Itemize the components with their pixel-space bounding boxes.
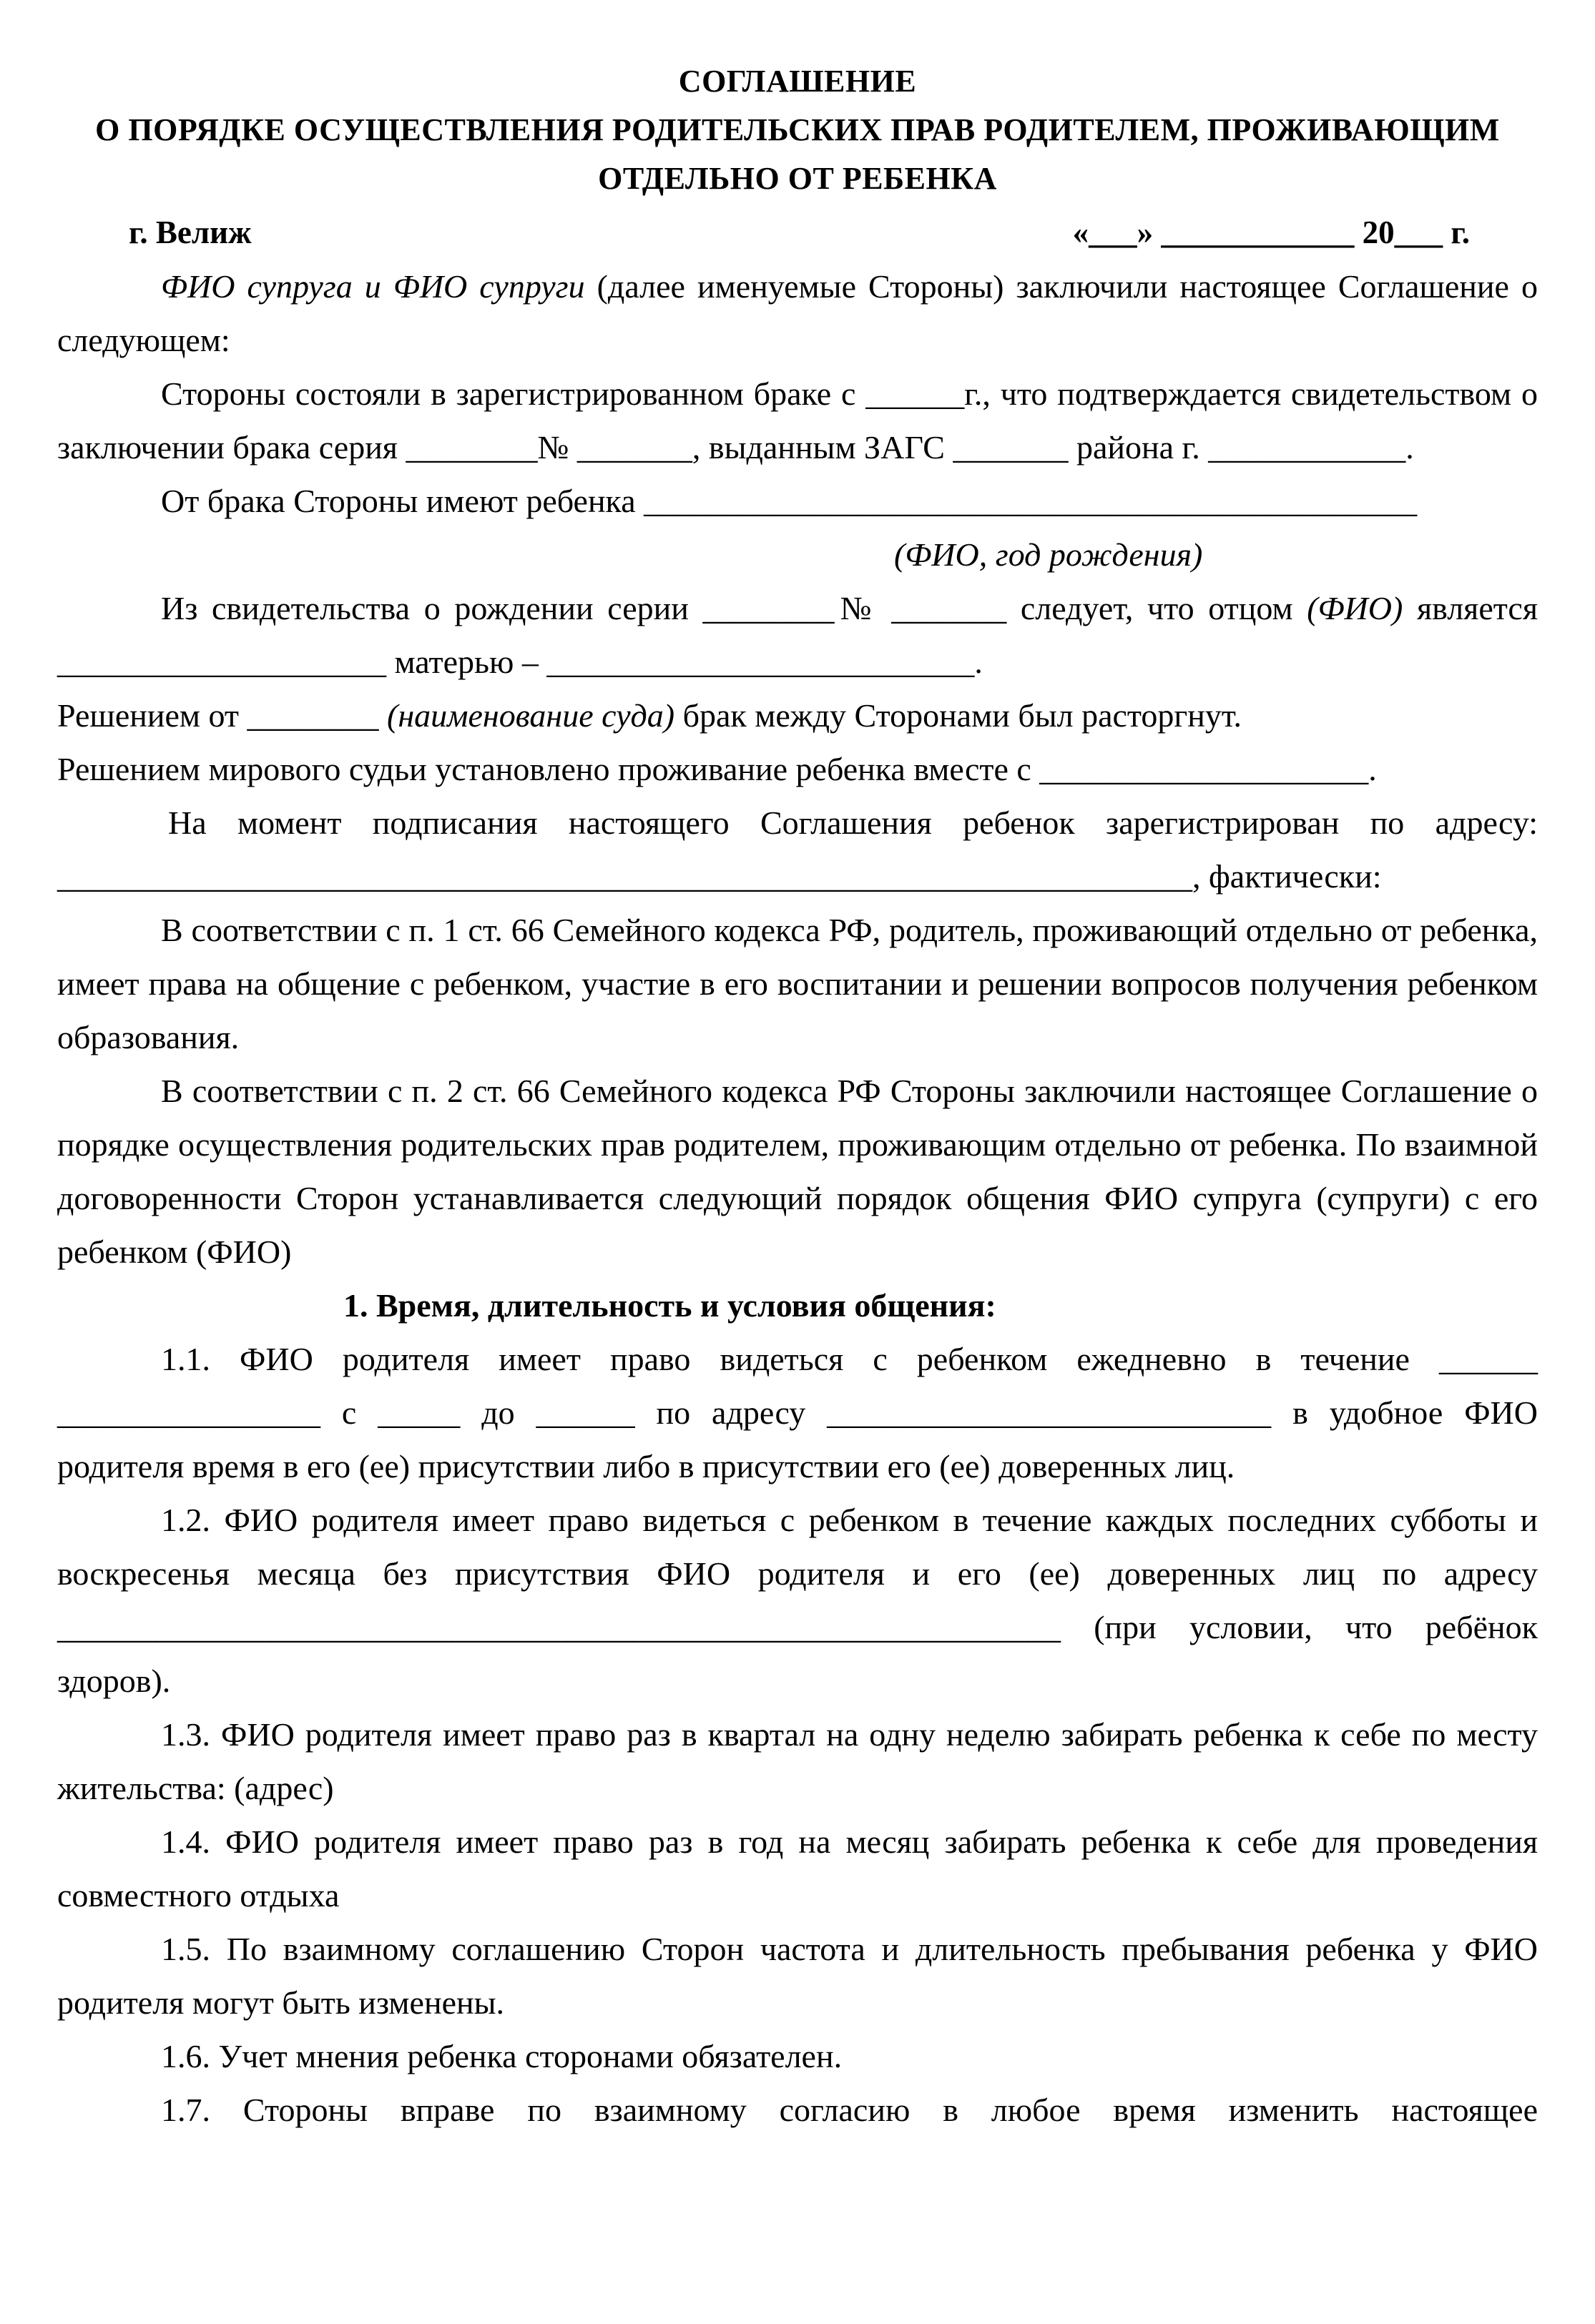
marriage-paragraph: Стороны состояли в зарегистрированном браке с ______г., что подтверждается свидетельством о заключении брака серия ________№ _______, выданным ЗАГС _______ района г. ____________. — [57, 375, 1538, 466]
child-name-hint: (ФИО, год рождения) — [894, 536, 1203, 573]
date-field: «___» ____________ 20___ г. — [1072, 215, 1470, 250]
clause-1-1: 1.1. ФИО родителя имеет право видеться с ребенком ежедневно в течение ______ ________________ с _____ до ______ по адресу ___________________________ в удобное ФИО родителя время в его (ее) присутствии либо в присутствии его (ее) доверенных лиц. — [57, 1341, 1538, 1484]
section-1-heading: 1. Время, длительность и условия общения: — [343, 1287, 996, 1324]
clause-1-5: 1.5. По взаимному соглашению Сторон частота и длительность пребывания ребенка у ФИО родителя могут быть изменены. — [57, 1931, 1538, 2021]
father-hint: (ФИО) — [1307, 590, 1403, 626]
family-code-p2-paragraph: В соответствии с п. 2 ст. 66 Семейного кодекса РФ Стороны заключили настоящее Соглашение о порядке осуществления родительских прав родителем, проживающим отдельно от ребенка. По взаимной договоренности Сторон устанавливается следующий порядок общения ФИО супруга (супруги) с его ребенком (ФИО) — [57, 1073, 1538, 1270]
clause-1-7: 1.7. Стороны вправе по взаимному согласию в любое время изменить настоящее — [161, 2092, 1538, 2128]
clause-1-2: 1.2. ФИО родителя имеет право видеться с ребенком в течение каждых последних субботы и воскресенья месяца без присутствия ФИО родителя и его (ее) доверенных лиц по адресу _____________________________________________________________ (при условии, что ребёнок здоров). — [57, 1502, 1538, 1699]
city-label: г. Велиж — [129, 215, 252, 250]
document-subtitle-line-2: ОТДЕЛЬНО ОТ РЕБЕНКА — [598, 161, 997, 196]
document-subtitle-line-1: О ПОРЯДКЕ ОСУЩЕСТВЛЕНИЯ РОДИТЕЛЬСКИХ ПРАВ РОДИТЕЛЕМ, ПРОЖИВАЮЩИМ — [95, 112, 1500, 147]
child-paragraph: От брака Стороны имеют ребенка _______________________________________________ — [161, 483, 1418, 519]
document-page — [57, 57, 1538, 2137]
residence-decision-paragraph: Решением мирового судьи установлено проживание ребенка вместе с ____________________. — [57, 751, 1377, 787]
clause-1-4: 1.4. ФИО родителя имеет право раз в год на месяц забирать ребенка к себе для проведения совместного отдыха — [57, 1823, 1538, 1914]
divorce-text-a: Решением от ________ — [57, 697, 387, 734]
divorce-paragraph — [57, 689, 1538, 742]
clause-1-6: 1.6. Учет мнения ребенка сторонами обязателен. — [161, 2038, 843, 2074]
parties-paragraph — [57, 260, 1538, 367]
registration-paragraph: На момент подписания настоящего Соглашения ребенок зарегистрирован по адресу: _____________________________________________________________________, фактически: — [57, 804, 1538, 895]
court-name-hint: (наименование суда) — [387, 697, 675, 734]
place-date-row — [57, 206, 1538, 260]
document-title: СОГЛАШЕНИЕ — [678, 64, 917, 99]
birth-certificate-paragraph — [57, 581, 1538, 689]
birth-certificate-text-a: Из свидетельства о рождении серии ________№ _______ следует, что отцом — [161, 590, 1307, 626]
parties-names: ФИО супруга и ФИО супруги — [161, 268, 585, 305]
family-code-p1-paragraph: В соответствии с п. 1 ст. 66 Семейного кодекса РФ, родитель, проживающий отдельно от ребенка, имеет права на общение с ребенком, участие в его воспитании и решении вопросов получения ребенком образования. — [57, 912, 1538, 1055]
divorce-text-b: брак между Сторонами был расторгнут. — [674, 697, 1242, 734]
clause-1-3: 1.3. ФИО родителя имеет право раз в квартал на одну неделю забирать ребенка к себе по месту жительства: (адрес) — [57, 1716, 1538, 1806]
parties-text: (далее именуемые Стороны) заключили настоящее Соглашение о следующем: — [57, 268, 1538, 358]
birth-certificate-text-b: является ____________________ матерью – __________________________. — [57, 590, 1538, 680]
